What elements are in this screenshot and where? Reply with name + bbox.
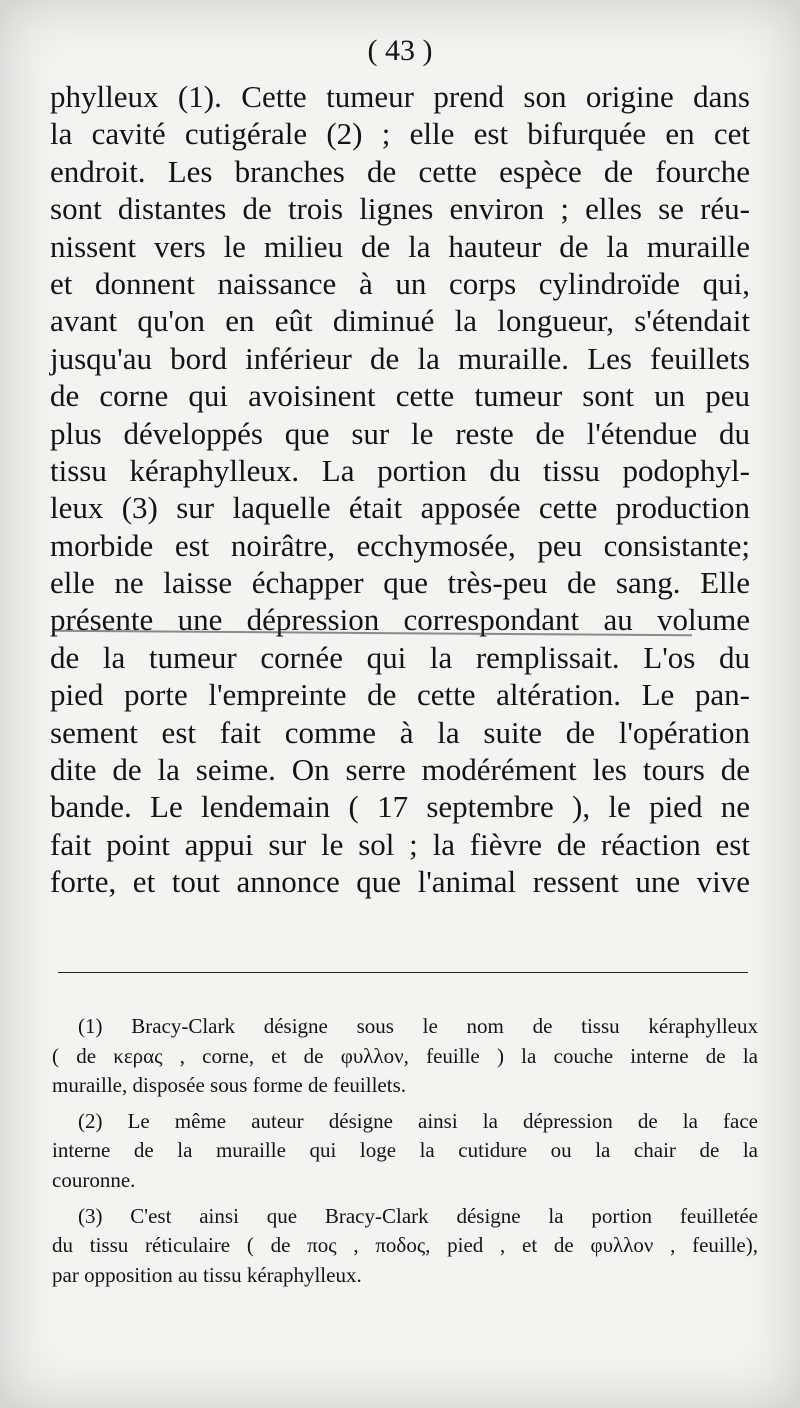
- footnote-3-line: (3) C'est ainsi que Bracy-Clark désigne la portion feuilletée: [78, 1203, 758, 1228]
- footnote-1-line: muraille, disposée sous forme de feuillets.: [52, 1073, 406, 1098]
- body-line: leux (3) sur laquelle était apposée cette production: [50, 490, 750, 526]
- body-line: présente une dépression correspondant au volume: [50, 602, 750, 638]
- footnote-2-line: interne de la muraille qui loge la cutidure ou la chair de la: [52, 1138, 758, 1163]
- body-line: plus développés que sur le reste de l'étendue du: [50, 415, 750, 451]
- body-line: pied porte l'empreinte de cette altération. Le pan-: [50, 677, 750, 713]
- footnotes: [52, 1012, 758, 1290]
- body-line: de la tumeur cornée qui la remplissait. L'os du: [50, 639, 750, 675]
- body-line: jusqu'au bord inférieur de la muraille. Les feuillets: [50, 340, 750, 376]
- body-line: fait point appui sur le sol ; la fièvre de réaction est: [50, 826, 750, 862]
- body-line: avant qu'on en eût diminué la longueur, s'étendait: [50, 303, 750, 339]
- body-line: tissu kéraphylleux. La portion du tissu podophyl-: [50, 452, 750, 488]
- body-line: la cavité cutigérale (2) ; elle est bifurquée en cet: [50, 116, 750, 152]
- body-line: forte, et tout annonce que l'animal ressent une vive: [50, 864, 750, 900]
- page-number: ( 43 ): [367, 34, 433, 67]
- body-line: morbide est noirâtre, ecchymosée, peu consistante;: [50, 527, 750, 563]
- body-line: endroit. Les branches de cette espèce de fourche: [50, 153, 750, 189]
- footnote-3-line: par opposition au tissu kéraphylleux.: [52, 1262, 362, 1287]
- footnote-1-line: (1) Bracy-Clark désigne sous le nom de tissu kéraphylleux: [78, 1014, 758, 1038]
- body-line: bande. Le lendemain ( 17 septembre ), le pied ne: [50, 789, 750, 825]
- body-line: elle ne laisse échapper que très-peu de sang. Elle: [50, 565, 750, 601]
- body-line: de corne qui avoisinent cette tumeur sont un peu: [50, 378, 750, 414]
- body-line: dite de la seime. On serre modérément les tours de: [50, 752, 750, 788]
- footnote-2-line: (2) Le même auteur désigne ainsi la dépression de la face: [78, 1108, 758, 1133]
- footnote-3-line: du tissu réticulaire ( de πος , ποδος, pied , et de φυλλον , feuille),: [52, 1233, 758, 1258]
- footnote-1-line: ( de κερας , corne, et de φυλλον, feuille ) la couche interne de la: [52, 1043, 758, 1068]
- footnote-2-line: couronne.: [52, 1167, 136, 1192]
- footnote-rule: [58, 972, 748, 973]
- body-line: sont distantes de trois lignes environ ; elles se réu-: [50, 191, 750, 227]
- body-line: et donnent naissance à un corps cylindroïde qui,: [50, 265, 750, 301]
- body-line: sement est fait comme à la suite de l'opération: [50, 714, 750, 750]
- body-line: phylleux (1). Cette tumeur prend son origine dans: [50, 79, 750, 114]
- body-line: nissent vers le milieu de la hauteur de la muraille: [50, 228, 750, 264]
- body-text: [50, 78, 750, 901]
